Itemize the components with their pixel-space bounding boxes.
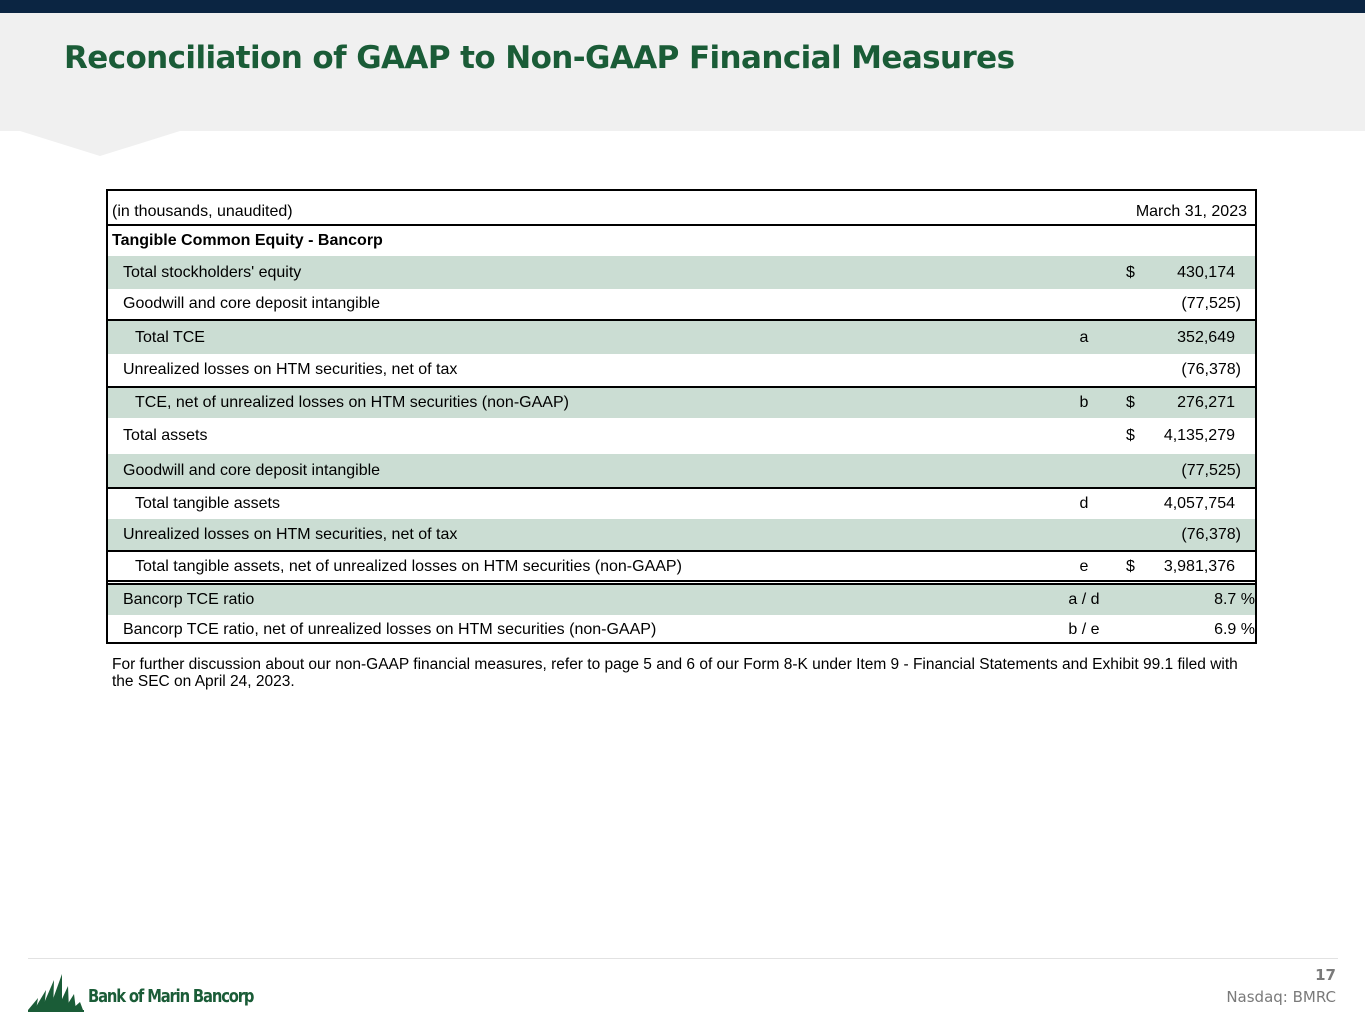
table-row bbox=[108, 454, 1255, 487]
table-row bbox=[108, 489, 1255, 519]
row-label: Goodwill and core deposit intangible bbox=[123, 461, 381, 479]
table-row bbox=[108, 289, 1255, 319]
table-row bbox=[108, 552, 1255, 582]
row-dollar: $ bbox=[1126, 394, 1135, 411]
row-dollar: $ bbox=[1126, 263, 1135, 281]
row-ref: b bbox=[1079, 394, 1089, 411]
row-label: Bancorp TCE ratio bbox=[123, 591, 255, 608]
table-row bbox=[108, 585, 1255, 615]
row-dollar: $ bbox=[1126, 558, 1135, 575]
row-value: 6.9 % bbox=[1214, 620, 1255, 638]
row-label: Total TCE bbox=[135, 328, 205, 346]
row-dollar: $ bbox=[1126, 427, 1135, 444]
row-ref bbox=[1054, 454, 1114, 487]
row-label: Total tangible assets, net of unrealized losses on HTM securities (non-GAAP) bbox=[135, 558, 682, 575]
footnote: For further discussion about our non-GAAP financial measures, refer to page 5 and 6 of our Form 8-K under Item 9 - Financial Statements and Exhibit 99.1 filed with the SEC on April 24, 2023. bbox=[112, 656, 1238, 690]
row-label: TCE, net of unrealized losses on HTM securities (non-GAAP) bbox=[135, 394, 569, 411]
ticker-label: Nasdaq: BMRC bbox=[1226, 988, 1336, 1006]
page-number: 17 bbox=[1315, 966, 1336, 984]
row-value: 4,135,279 bbox=[1163, 427, 1235, 444]
row-ref: d bbox=[1079, 495, 1089, 512]
footer-divider bbox=[28, 958, 1338, 959]
row-ref bbox=[1054, 354, 1114, 386]
row-value: (77,525) bbox=[1181, 295, 1241, 312]
table-row bbox=[108, 418, 1255, 454]
row-label: Bancorp TCE ratio, net of unrealized losses on HTM securities (non-GAAP) bbox=[123, 620, 657, 638]
row-label: Unrealized losses on HTM securities, net of tax bbox=[123, 361, 458, 378]
row-value: (77,525) bbox=[1181, 461, 1241, 479]
row-ref: a / d bbox=[1068, 591, 1100, 608]
table-row bbox=[108, 321, 1255, 354]
table-row bbox=[108, 519, 1255, 550]
section-title: Tangible Common Equity - Bancorp bbox=[112, 232, 383, 249]
top-bar bbox=[0, 0, 1365, 13]
reconciliation-table bbox=[106, 189, 1257, 644]
row-value: 8.7 % bbox=[1214, 591, 1255, 608]
row-ref bbox=[1054, 418, 1114, 454]
period-label: March 31, 2023 bbox=[1135, 203, 1247, 220]
row-value: (76,378) bbox=[1181, 525, 1241, 543]
section-title-row bbox=[108, 226, 1255, 256]
table-row bbox=[108, 615, 1255, 644]
table-header-row bbox=[108, 199, 1255, 225]
row-value: (76,378) bbox=[1181, 361, 1241, 378]
row-value: 3,981,376 bbox=[1163, 558, 1235, 575]
row-label: Total stockholders' equity bbox=[123, 263, 302, 281]
page-title: Reconciliation of GAAP to Non-GAAP Financial Measures bbox=[64, 40, 1015, 76]
table-row bbox=[108, 354, 1255, 386]
double-rule-top bbox=[108, 580, 1255, 582]
row-ref bbox=[1054, 256, 1114, 289]
row-value: 352,649 bbox=[1177, 328, 1235, 346]
row-ref: b / e bbox=[1068, 620, 1100, 638]
row-ref: a bbox=[1079, 328, 1089, 346]
logo-wordmark: Bank of Marin Bancorp bbox=[88, 986, 254, 1007]
row-ref bbox=[1054, 289, 1114, 319]
row-value: 276,271 bbox=[1177, 394, 1235, 411]
table-row bbox=[108, 256, 1255, 289]
row-label: Goodwill and core deposit intangible bbox=[123, 295, 381, 312]
row-ref bbox=[1054, 519, 1114, 550]
row-ref: e bbox=[1079, 558, 1089, 575]
row-value: 430,174 bbox=[1177, 263, 1235, 281]
row-value: 4,057,754 bbox=[1163, 495, 1235, 512]
title-banner bbox=[0, 13, 1365, 158]
units-label: (in thousands, unaudited) bbox=[112, 203, 293, 220]
row-label: Total assets bbox=[123, 427, 208, 444]
table-row bbox=[108, 388, 1255, 418]
row-label: Total tangible assets bbox=[135, 495, 280, 512]
row-label: Unrealized losses on HTM securities, net of tax bbox=[123, 525, 458, 543]
